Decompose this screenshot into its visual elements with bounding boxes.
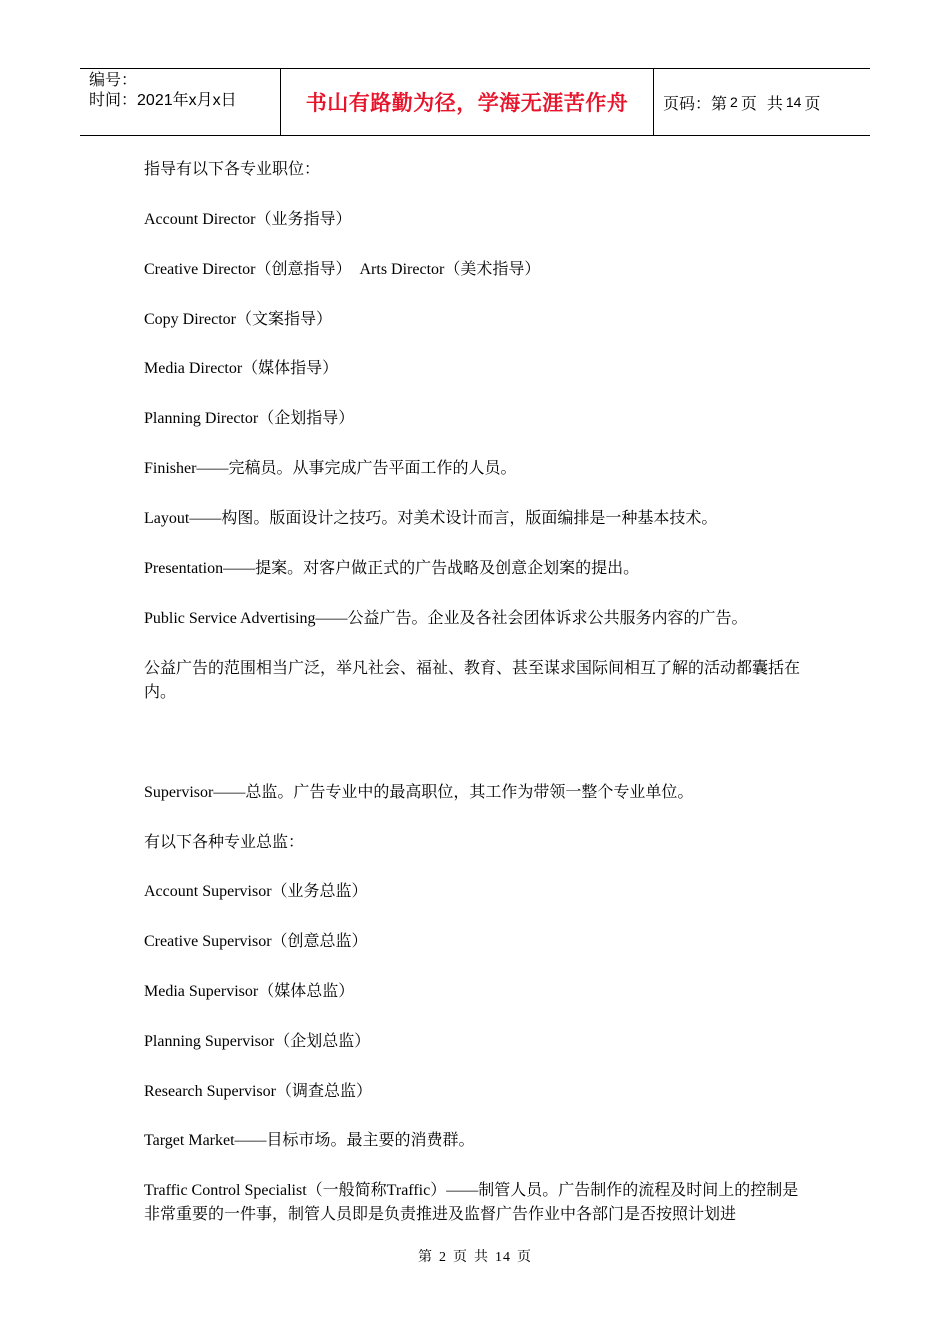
footer-current: 2 [439, 1250, 447, 1265]
paragraph: Planning Supervisor（企划总监） [144, 1033, 371, 1050]
paragraph: Copy Director（文案指导） [144, 311, 332, 328]
serial-label: 编号： [89, 72, 138, 89]
paragraph: Creative Director（创意指导） Arts Director（美术指导） [144, 261, 541, 278]
paragraph: 有以下各种专业总监： [144, 834, 305, 851]
page-total: 14 [785, 94, 802, 110]
header-motto: 书山有路勤为径，学海无涯苦作舟 [281, 69, 654, 135]
time-line [89, 91, 280, 111]
paragraph: Presentation——提案。对客户做正式的广告战略及创意企划案的提出。 [144, 560, 640, 577]
footer-unit: 页 [453, 1250, 468, 1265]
total-label: 共 [766, 95, 783, 113]
paragraph: Layout——构图。版面设计之技巧。对美术设计而言，版面编排是一种基本技术。 [144, 510, 718, 527]
page-label: 页码：第 [663, 95, 728, 113]
footer-unit-2: 页 [517, 1250, 532, 1265]
total-unit: 页 [804, 95, 821, 113]
paragraph: Supervisor——总监。广告专业中的最高职位，其工作为带领一整个专业单位。 [144, 784, 694, 801]
paragraph: Finisher——完稿员。从事完成广告平面工作的人员。 [144, 460, 517, 477]
time-value: 2021年x月x日 [137, 92, 237, 109]
paragraph: 指导有以下各专业职位： [144, 161, 321, 178]
paragraph: Media Supervisor（媒体总监） [144, 983, 355, 1000]
page-footer [0, 1246, 950, 1266]
footer-total: 14 [495, 1250, 511, 1265]
paragraph: Account Director（业务指导） [144, 211, 352, 228]
page-unit: 页 [740, 95, 757, 113]
paragraph: Creative Supervisor（创意总监） [144, 933, 368, 950]
paragraph: Planning Director（企划指导） [144, 410, 355, 427]
footer-total-prefix: 共 [474, 1250, 489, 1265]
paragraph: Media Director（媒体指导） [144, 360, 339, 377]
header-meta-cell [80, 69, 281, 135]
paragraph: Research Supervisor（调查总监） [144, 1083, 372, 1100]
paragraph: Public Service Advertising——公益广告。企业及各社会团体诉求公共服务内容的广告。 [144, 610, 748, 627]
paragraph: Target Market——目标市场。最主要的消费群。 [144, 1132, 475, 1149]
footer-prefix: 第 [418, 1250, 433, 1265]
paragraph: Account Supervisor（业务总监） [144, 883, 368, 900]
page-current: 2 [730, 94, 738, 110]
paragraph: Traffic Control Specialist（一般简称Traffic）——制管人员。广告制作的流程及时间上的控制是非常重要的一件事，制管人员即是负责推进及监督广告作业中各部门是否按照计划进 [144, 1182, 799, 1223]
paragraph: 公益广告的范围相当广泛，举凡社会、福祉、教育、甚至谋求国际间相互了解的活动都囊括在内。 [144, 660, 801, 701]
page-header [80, 68, 870, 136]
header-page-info [654, 69, 870, 135]
time-label: 时间： [89, 92, 138, 109]
